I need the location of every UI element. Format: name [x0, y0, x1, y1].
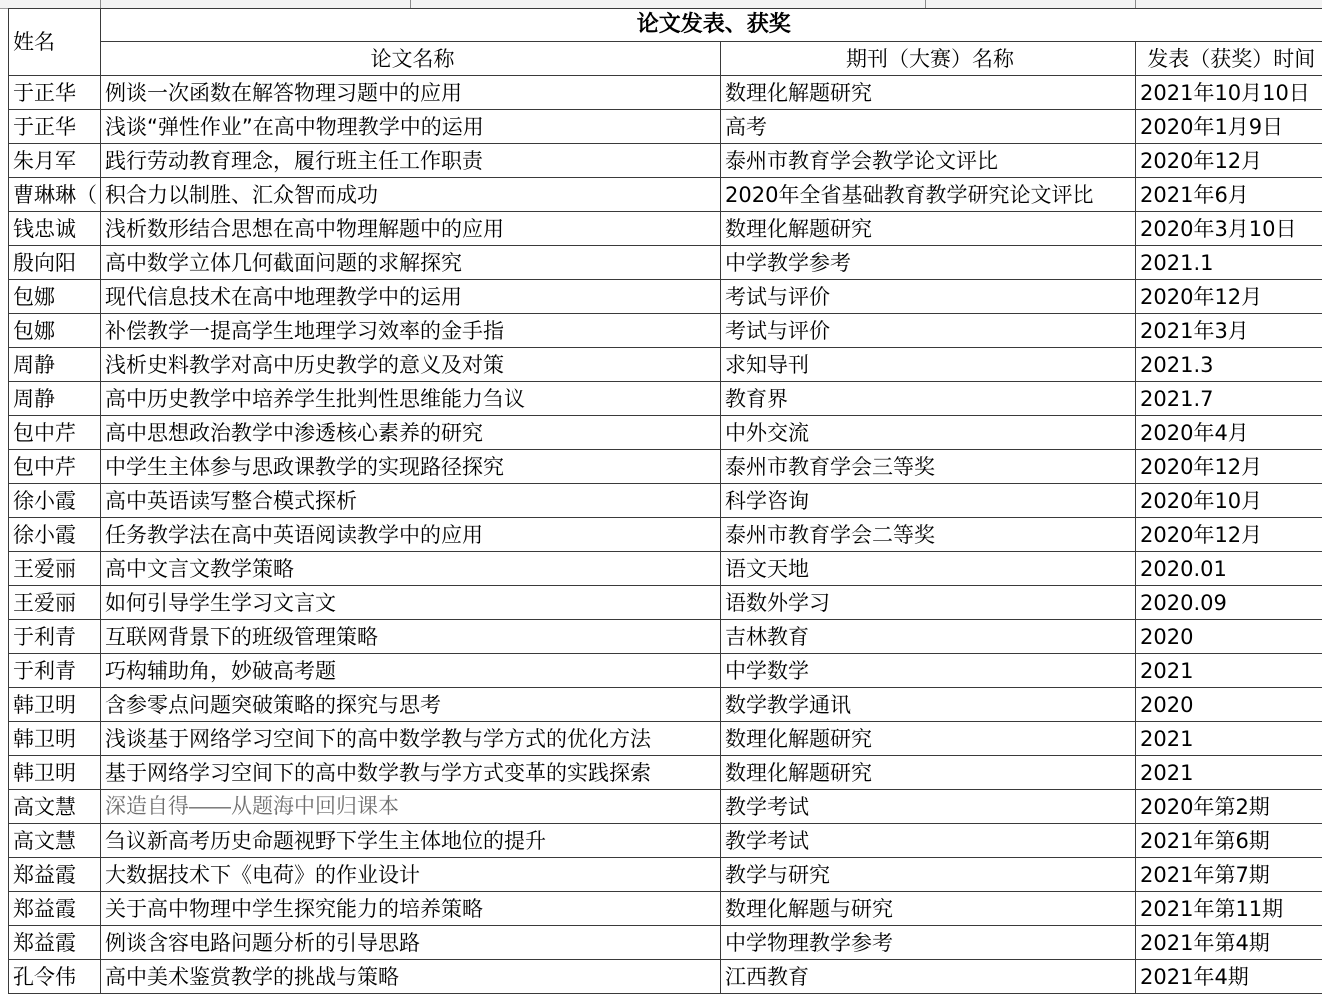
- cell-name[interactable]: 郑益霞: [9, 892, 101, 926]
- cell-date[interactable]: 2020年第2期: [1136, 790, 1322, 824]
- cell-date[interactable]: 2021年第11期: [1136, 892, 1322, 926]
- cell-date[interactable]: 2021年第6期: [1136, 824, 1322, 858]
- cell-paper[interactable]: 高中文言文教学策略: [101, 552, 721, 586]
- cell-date[interactable]: 2021年6月: [1136, 178, 1322, 212]
- cell-name[interactable]: 于正华: [9, 76, 101, 110]
- cell-journal[interactable]: 高考: [721, 110, 1136, 144]
- table-row: [9, 212, 1322, 246]
- table-row: [9, 348, 1322, 382]
- cell-journal[interactable]: 数理化解题与研究: [721, 892, 1136, 926]
- cell-name[interactable]: 于利青: [9, 620, 101, 654]
- cell-name[interactable]: 郑益霞: [9, 858, 101, 892]
- cell-name[interactable]: 高文慧: [9, 824, 101, 858]
- cell-journal[interactable]: 教学考试: [721, 790, 1136, 824]
- table-row: [9, 790, 1322, 824]
- cell-paper[interactable]: 高中思想政治教学中渗透核心素养的研究: [101, 416, 721, 450]
- cell-name[interactable]: 周静: [9, 382, 101, 416]
- cell-paper[interactable]: 高中英语读写整合模式探析: [101, 484, 721, 518]
- cell-date[interactable]: 2020年12月: [1136, 144, 1322, 178]
- cell-name[interactable]: 钱忠诚: [9, 212, 101, 246]
- cell-name[interactable]: 王爱丽: [9, 586, 101, 620]
- cell-name[interactable]: 殷向阳: [9, 246, 101, 280]
- table-row: [9, 280, 1322, 314]
- header-journal-cell[interactable]: 期刊（大赛）名称: [721, 42, 1136, 76]
- cell-paper[interactable]: 现代信息技术在高中地理教学中的运用: [101, 280, 721, 314]
- cell-journal[interactable]: 教育界: [721, 382, 1136, 416]
- cell-date[interactable]: 2021年10月10日: [1136, 76, 1322, 110]
- cell-paper[interactable]: 浅谈基于网络学习空间下的高中数学教与学方式的优化方法: [101, 722, 721, 756]
- cell-name[interactable]: 高文慧: [9, 790, 101, 824]
- cell-date[interactable]: 2020年4月: [1136, 416, 1322, 450]
- cell-journal[interactable]: 泰州市教育学会二等奖: [721, 518, 1136, 552]
- table-row: [9, 144, 1322, 178]
- cell-journal[interactable]: 数学教学通讯: [721, 688, 1136, 722]
- cell-journal[interactable]: 教学考试: [721, 824, 1136, 858]
- table-row: [9, 178, 1322, 212]
- cell-journal[interactable]: 语数外学习: [721, 586, 1136, 620]
- cell-paper[interactable]: 高中美术鉴赏教学的挑战与策略: [101, 960, 721, 994]
- cell-date[interactable]: 2021年第4期: [1136, 926, 1322, 960]
- cell-paper[interactable]: 补偿教学一提高学生地理学习效率的金手指: [101, 314, 721, 348]
- cell-paper[interactable]: 刍议新高考历史命题视野下学生主体地位的提升: [101, 824, 721, 858]
- cell-date[interactable]: 2020年12月: [1136, 450, 1322, 484]
- column-divider: [925, 0, 926, 8]
- cell-paper[interactable]: 深造自得——从题海中回归课本: [101, 790, 721, 824]
- cell-date[interactable]: 2021年4期: [1136, 960, 1322, 994]
- cell-paper[interactable]: 积合力以制胜、汇众智而成功: [101, 178, 721, 212]
- cell-paper[interactable]: 含参零点问题突破策略的探究与思考: [101, 688, 721, 722]
- cell-paper[interactable]: 任务教学法在高中英语阅读教学中的应用: [101, 518, 721, 552]
- cell-journal[interactable]: 数理化解题研究: [721, 756, 1136, 790]
- cell-journal[interactable]: 江西教育: [721, 960, 1136, 994]
- cell-name[interactable]: 包中芹: [9, 416, 101, 450]
- table-row: [9, 314, 1322, 348]
- cell-name[interactable]: 于利青: [9, 654, 101, 688]
- cell-name[interactable]: 包娜: [9, 314, 101, 348]
- header-paper-cell[interactable]: 论文名称: [101, 42, 721, 76]
- cell-paper[interactable]: 互联网背景下的班级管理策略: [101, 620, 721, 654]
- cell-journal[interactable]: 数理化解题研究: [721, 76, 1136, 110]
- cell-paper[interactable]: 浅析数形结合思想在高中物理解题中的应用: [101, 212, 721, 246]
- cell-journal[interactable]: 泰州市教育学会教学论文评比: [721, 144, 1136, 178]
- header-date-cell[interactable]: 发表（获奖）时间: [1136, 42, 1322, 76]
- cell-paper[interactable]: 浅谈“弹性作业”在高中物理教学中的运用: [101, 110, 721, 144]
- table-row: [9, 960, 1322, 994]
- table-row: [9, 586, 1322, 620]
- cell-paper[interactable]: 浅析史料教学对高中历史教学的意义及对策: [101, 348, 721, 382]
- cell-paper[interactable]: 中学生主体参与思政课教学的实现路径探究: [101, 450, 721, 484]
- cell-name[interactable]: 包中芹: [9, 450, 101, 484]
- cell-name[interactable]: 韩卫明: [9, 688, 101, 722]
- cell-date[interactable]: 2020.01: [1136, 552, 1322, 586]
- cell-paper[interactable]: 基于网络学习空间下的高中数学教与学方式变革的实践探索: [101, 756, 721, 790]
- table-row: [9, 552, 1322, 586]
- table-row: [9, 858, 1322, 892]
- cell-name[interactable]: 孔令伟: [9, 960, 101, 994]
- table-row: [9, 246, 1322, 280]
- cell-journal[interactable]: 2020年全省基础教育教学研究论文评比: [721, 178, 1136, 212]
- cell-date[interactable]: 2020年1月9日: [1136, 110, 1322, 144]
- cell-date[interactable]: 2020年12月: [1136, 280, 1322, 314]
- cell-journal[interactable]: 中外交流: [721, 416, 1136, 450]
- cell-date[interactable]: 2020: [1136, 688, 1322, 722]
- cell-journal[interactable]: 考试与评价: [721, 280, 1136, 314]
- table-row: [9, 620, 1322, 654]
- cell-date[interactable]: 2021: [1136, 654, 1322, 688]
- table-row: [9, 110, 1322, 144]
- cell-journal[interactable]: 数理化解题研究: [721, 212, 1136, 246]
- section-title-cell[interactable]: 论文发表、获奖: [101, 9, 1322, 42]
- table-row: [9, 450, 1322, 484]
- cell-paper[interactable]: 践行劳动教育理念，履行班主任工作职责: [101, 144, 721, 178]
- header-name-cell[interactable]: 姓名: [9, 9, 101, 76]
- cell-name[interactable]: 韩卫明: [9, 722, 101, 756]
- cell-date[interactable]: 2020年12月: [1136, 518, 1322, 552]
- table-row: [9, 756, 1322, 790]
- column-divider: [410, 0, 411, 8]
- cell-paper[interactable]: 巧构辅助角，妙破高考题: [101, 654, 721, 688]
- table-row: [9, 824, 1322, 858]
- column-divider: [1135, 0, 1136, 8]
- table-row: [9, 76, 1322, 110]
- table-row: [9, 518, 1322, 552]
- cell-paper[interactable]: 如何引导学生学习文言文: [101, 586, 721, 620]
- cell-date[interactable]: 2021年第7期: [1136, 858, 1322, 892]
- cell-journal[interactable]: 吉林教育: [721, 620, 1136, 654]
- cell-date[interactable]: 2020年10月: [1136, 484, 1322, 518]
- cell-paper[interactable]: 例谈一次函数在解答物理习题中的应用: [101, 76, 721, 110]
- cell-date[interactable]: 2021.7: [1136, 382, 1322, 416]
- cell-journal[interactable]: 语文天地: [721, 552, 1136, 586]
- header-row-columns: [9, 42, 1322, 76]
- cell-name[interactable]: 郑益霞: [9, 926, 101, 960]
- cell-date[interactable]: 2020: [1136, 620, 1322, 654]
- cell-name[interactable]: 曹琳琳（: [9, 178, 101, 212]
- table-row: [9, 926, 1322, 960]
- cell-paper[interactable]: 例谈含容电路问题分析的引导思路: [101, 926, 721, 960]
- cell-paper[interactable]: 高中数学立体几何截面问题的求解探究: [101, 246, 721, 280]
- cell-name[interactable]: 包娜: [9, 280, 101, 314]
- cell-journal[interactable]: 泰州市教育学会三等奖: [721, 450, 1136, 484]
- cell-date[interactable]: 2020年3月10日: [1136, 212, 1322, 246]
- cell-date[interactable]: 2020.09: [1136, 586, 1322, 620]
- cell-paper[interactable]: 大数据技术下《电荷》的作业设计: [101, 858, 721, 892]
- column-divider: [100, 0, 101, 8]
- cell-name[interactable]: 王爱丽: [9, 552, 101, 586]
- cell-date[interactable]: 2021: [1136, 756, 1322, 790]
- cell-date[interactable]: 2021.1: [1136, 246, 1322, 280]
- cell-name[interactable]: 韩卫明: [9, 756, 101, 790]
- cell-journal[interactable]: 中学物理教学参考: [721, 926, 1136, 960]
- table-row: [9, 382, 1322, 416]
- table-row: [9, 892, 1322, 926]
- cell-journal[interactable]: 中学教学参考: [721, 246, 1136, 280]
- cell-paper[interactable]: 关于高中物理中学生探究能力的培养策略: [101, 892, 721, 926]
- cell-date[interactable]: 2021: [1136, 722, 1322, 756]
- cell-name[interactable]: 徐小霞: [9, 484, 101, 518]
- cell-name[interactable]: 周静: [9, 348, 101, 382]
- table-row: [9, 688, 1322, 722]
- cell-journal[interactable]: 中学数学: [721, 654, 1136, 688]
- cell-name[interactable]: 徐小霞: [9, 518, 101, 552]
- table-row: [9, 722, 1322, 756]
- cell-name[interactable]: 朱月军: [9, 144, 101, 178]
- cell-journal[interactable]: 教学与研究: [721, 858, 1136, 892]
- cell-journal[interactable]: 数理化解题研究: [721, 722, 1136, 756]
- papers-table: [8, 8, 1322, 994]
- cell-journal[interactable]: 求知导刊: [721, 348, 1136, 382]
- table-row: [9, 416, 1322, 450]
- table-row: [9, 484, 1322, 518]
- table-row: [9, 654, 1322, 688]
- cell-paper[interactable]: 高中历史教学中培养学生批判性思维能力刍议: [101, 382, 721, 416]
- cell-date[interactable]: 2021年3月: [1136, 314, 1322, 348]
- cell-journal[interactable]: 考试与评价: [721, 314, 1136, 348]
- cell-journal[interactable]: 科学咨询: [721, 484, 1136, 518]
- header-row-title: [9, 9, 1322, 42]
- cell-name[interactable]: 于正华: [9, 110, 101, 144]
- cell-date[interactable]: 2021.3: [1136, 348, 1322, 382]
